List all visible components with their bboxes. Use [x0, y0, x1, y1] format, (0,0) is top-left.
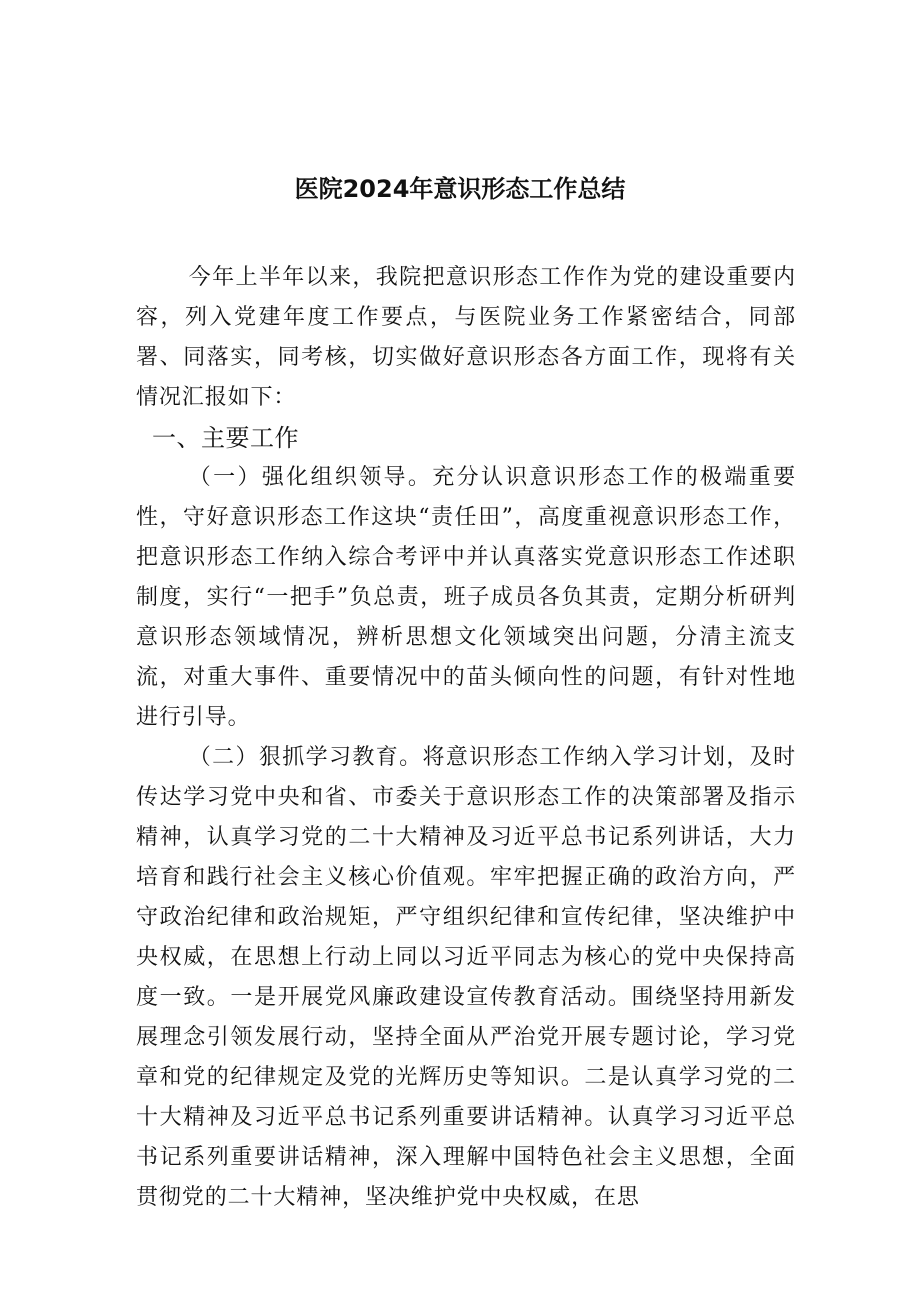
- section-heading-main-work: 一、主要工作: [152, 424, 299, 452]
- document-title: 医院2024年意识形态工作总结: [294, 175, 626, 203]
- paragraph-study-education: （二）狠抓学习教育。将意识形态工作纳入学习计划，及时传达学习党中央和省、市委关于意识形态工作的决策部署及指示精神，认真学习党的二十大精神及习近平总书记系列讲话，大力培育和践行社会主义核心价值观。牢牢把握正确的政治方向，严守政治纪律和政治规矩，严守组织纪律和宣传纪律，坚决维护中央权威，在思想上行动上同以习近平同志为核心的党中央保持高度一致。一是开展党风廉政建设宣传教育活动。围绕坚持用新发展理念引领发展行动，坚持全面从严治党开展专题讨论，学习党章和党的纪律规定及党的光辉历史等知识。二是认真学习党的二十大精神及习近平总书记系列重要讲话精神。认真学习习近平总书记系列重要讲话精神，深入理解中国特色社会主义思想，全面贯彻党的二十大精神，坚决维护党中央权威，在思: [136, 745, 796, 1210]
- paragraph-organization-leadership: （一）强化组织领导。充分认识意识形态工作的极端重要性，守好意识形态工作这块“责任田”，高度重视意识形态工作，把意识形态工作纳入综合考评中并认真落实党意识形态工作述职制度，实行“一把手”负总责，班子成员各负其责，定期分析研判意识形态领域情况，辨析思想文化领域突出问题，分清主流支流，对重大事件、重要情况中的苗头倾向性的问题，有针对性地进行引导。: [136, 465, 796, 730]
- document-body: [136, 258, 796, 1218]
- intro-paragraph: 今年上半年以来，我院把意识形态工作作为党的建设重要内容，列入党建年度工作要点，与医院业务工作紧密结合，同部署、同落实，同考核，切实做好意识形态各方面工作，现将有关情况汇报如下：: [136, 265, 796, 410]
